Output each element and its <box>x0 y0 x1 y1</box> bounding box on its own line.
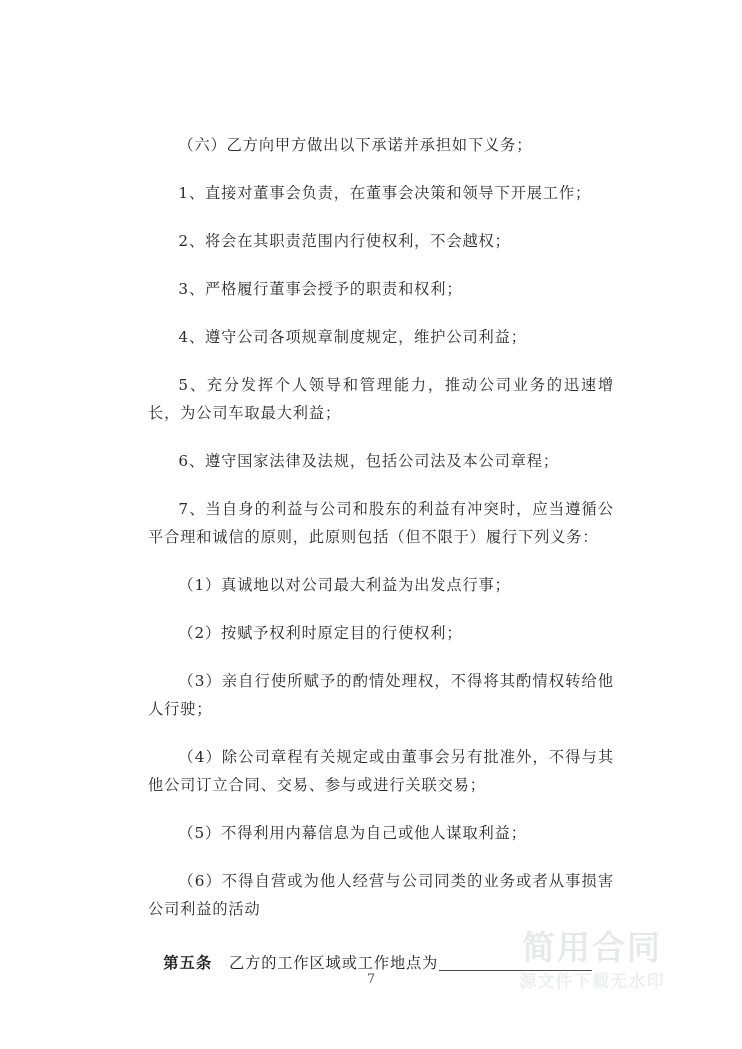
watermark-title: 简用合同 <box>522 927 662 967</box>
paragraph-item-2: 2、将会在其职责范围内行使权利，不会越权； <box>178 232 511 250</box>
clause-label: 第五条 <box>163 954 213 972</box>
paragraph-item-7: 7、当自身的利益与公司和股东的利益有冲突时，应当遵循公平合理和诚信的原则，此原则包括（但不限于）履行下列义务： <box>148 500 614 546</box>
paragraph-item-3: 3、严格履行董事会授予的职责和权利； <box>178 280 463 298</box>
paragraph-item-1: 1、直接对董事会负责，在董事会决策和领导下开展工作； <box>178 184 592 202</box>
clause-blank-field[interactable] <box>439 970 592 971</box>
paragraph-item-4: 4、遵守公司各项规章制度规定，维护公司利益； <box>178 328 527 346</box>
paragraph-subitem-1: （1）真诚地以对公司最大利益为出发点行事； <box>178 576 511 594</box>
paragraph-subitem-5: （5）不得利用内幕信息为自己或他人谋取利益； <box>178 824 527 842</box>
paragraph-subitem-4: （4）除公司章程有关规定或由董事会另有批准外，不得与其他公司订立合同、交易、参与或进行关联交易； <box>148 748 614 794</box>
paragraph-subitem-6: （6）不得自营或为他人经营与公司同类的业务或者从事损害公司利益的活动 <box>148 872 614 918</box>
paragraph-heading-6: （六）乙方向甲方做出以下承诺并承担如下义务； <box>178 136 533 154</box>
paragraph-item-6: 6、遵守国家法律及法规，包括公司法及本公司章程； <box>178 452 559 470</box>
paragraph-subitem-2: （2）按赋予权利时原定目的行使权利； <box>178 624 463 642</box>
page-number: 7 <box>366 972 376 987</box>
document-body <box>148 131 614 977</box>
paragraph-item-5: 5、充分发挥个人领导和管理能力，推动公司业务的迅速增长，为公司车取最大利益； <box>148 376 614 422</box>
paragraph-subitem-3: （3）亲自行使所赋予的酌情处理权，不得将其酌情权转给他人行驶； <box>148 672 614 718</box>
watermark-subtitle: 源文件下载无水印 <box>519 971 665 992</box>
clause-text: 乙方的工作区域或工作地点为 <box>229 954 439 972</box>
